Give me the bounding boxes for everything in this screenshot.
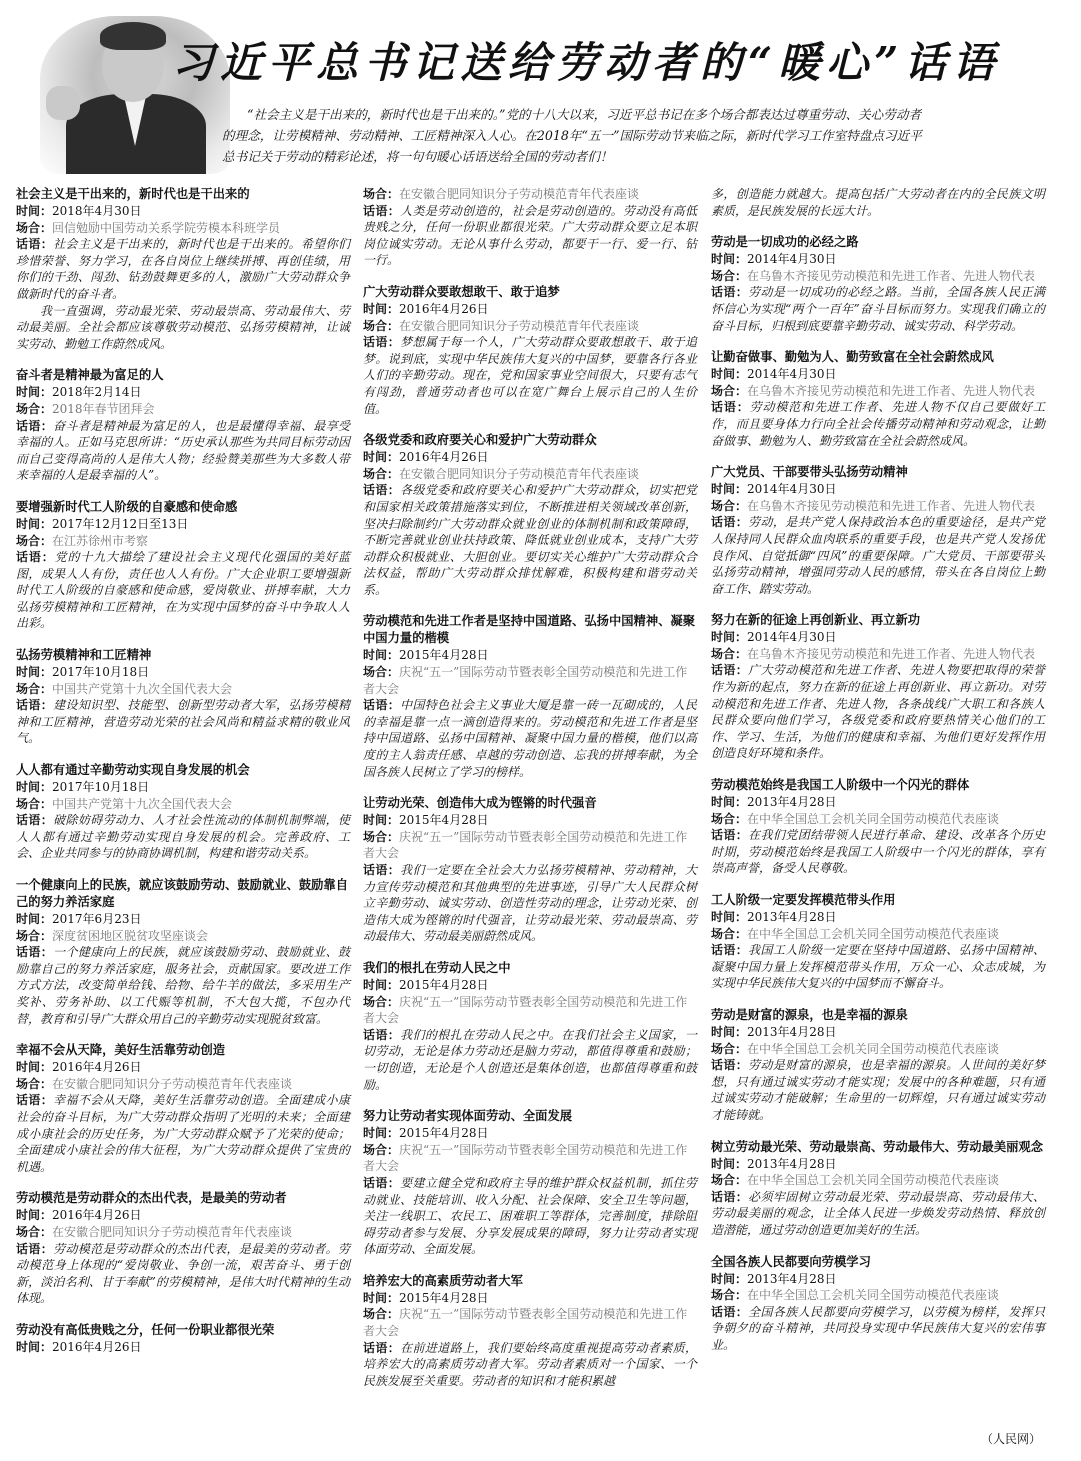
quote-label: 话语： [711,285,749,300]
article-venue [16,401,350,418]
article-quote [363,862,697,945]
time-label: 时间： [711,910,748,924]
quote-label: 话语： [16,1241,54,1256]
time-label: 时间： [16,516,53,531]
article-venue [363,186,697,203]
article-item [363,186,697,269]
article-title: 幸福不会从天降，美好生活靠劳动创造 [16,1043,226,1058]
article-time [711,366,1045,383]
venue-value: 在安徽合肥同知识分子劳动模范青年代表座谈 [399,466,640,481]
article-time [16,1339,350,1356]
quote-label: 话语： [16,813,54,828]
quote-text: 劳动是财富的源泉，也是幸福的源泉。人世间的美好梦想，只有通过诚实劳动才能实现；发展中的各种难题，只有通过诚实劳动才能破解；生命里的一切辉煌，只有通过诚实劳动才能铸就。 [711,1058,1045,1122]
article-item [363,795,697,945]
article-title: 全国各族人民都要向劳模学习 [711,1254,871,1269]
article-title: 要增强新时代工人阶级的自豪感和使命感 [16,499,238,514]
time-value: 2017年12月12日至13日 [52,516,189,531]
quote-text: 全国各族人民都要向劳模学习，以劳模为榜样，发挥只争朝夕的奋斗精神，共同投身实现中华民族伟大复兴的宏伟事业。 [711,1304,1045,1352]
article-item [16,762,350,862]
article-venue [711,268,1045,285]
article-venue [16,220,350,237]
venue-value: 庆祝“五一”国际劳动节暨表彰全国劳动模范和先进工作者大会 [363,994,688,1026]
venue-value: 在江苏徐州市考察 [52,533,149,548]
time-label: 时间： [363,1126,400,1141]
article-item [711,1007,1045,1124]
quote-label: 话语： [363,1340,401,1355]
time-value: 2017年10月18日 [52,665,150,680]
quote-label: 话语： [711,515,749,530]
venue-label: 场合： [711,1288,748,1303]
article-quote [363,1027,697,1093]
article-venue [711,811,1045,828]
quote-label: 话语： [16,550,55,565]
time-value: 2016年4月26日 [52,1060,142,1075]
quote-text: 劳动是一切成功的必经之路。当前，全国各族人民正满怀信心为实现“两个一百年”奋斗目标而努力。实现我们确立的奋斗目标，归根到底要靠辛勤劳动、诚实劳动、科学劳动。 [711,285,1045,333]
time-label: 时间： [363,1290,400,1305]
quote-label: 话语： [363,1175,401,1190]
article-quote [711,284,1045,334]
time-label: 时间： [711,482,748,497]
article-item [16,367,350,484]
article-title: 努力让劳动者实现体面劳动、全面发展 [363,1109,573,1124]
time-label: 时间： [363,450,400,465]
venue-label: 场合： [711,811,748,826]
venue-value: 在乌鲁木齐接见劳动模范和先进工作者、先进人物代表 [747,498,1036,513]
article-title: 弘扬劳模精神和工匠精神 [16,648,152,663]
page-title: 习近平总书记送给劳动者的“暖心”话语 [172,38,1001,87]
venue-label: 场合： [363,1142,400,1157]
article-quote [711,662,1045,762]
article-title: 广大劳动群众要敢想敢干、敢于追梦 [363,284,560,299]
article-quote [16,1241,350,1307]
article-venue [363,664,697,697]
venue-value: 在中华全国总工会机关同全国劳动模范代表座谈 [747,811,1000,826]
quote-text: 劳动模范是劳动群众的杰出代表，是最美的劳动者。劳动模范身上体现的“爱岗敬业、争创一流，艰苦奋斗、勇于创新，淡泊名利、甘于奉献”的劳模精神，是伟大时代精神的生动体现。 [16,1241,350,1306]
article-quote [363,334,697,417]
time-label: 时间： [16,385,53,400]
time-value: 2015年4月28日 [399,648,489,663]
time-value: 2016年4月26日 [399,301,489,316]
venue-value: 庆祝“五一”国际劳动节暨表彰全国劳动模范和先进工作者大会 [363,829,688,861]
time-value: 2018年4月30日 [52,204,142,218]
venue-value: 在乌鲁木齐接见劳动模范和先进工作者、先进人物代表 [747,646,1036,661]
quote-label: 话语： [363,335,401,350]
time-value: 2014年4月30日 [747,252,837,267]
quote-text: 劳动模范和先进工作者、先进人物不仅自己要做好工作，而且要身体力行向全社会传播劳动精神和劳动观念，让勤奋做事、勤勉为人、勤劳致富在全社会蔚然成风。 [711,400,1045,448]
article-item [711,892,1045,992]
article-time [363,1290,697,1307]
column-2 [363,186,697,1404]
article-item [16,877,350,1027]
quote-text: 我们的根扎在劳动人民之中。在我们社会主义国家，一切劳动，无论是体力劳动还是脑力劳动，都值得尊重和鼓励；一切创造，无论是个人创造还是集体创造，也都值得尊重和鼓励。 [363,1027,697,1092]
quote-label: 话语： [363,863,401,877]
quote-text: 一个健康向上的民族，就应该鼓励劳动、鼓励就业、鼓励靠自己的努力养活家庭，服务社会，贡献国家。要改进工作方式方法，改变简单给钱、给物、给牛羊的做法，多采用生产奖补、劳务补助、以工代赈等机制，不大包大揽，不包办代替，教育和引导广大群众用自己的辛勤劳动实现脱贫致富。 [16,945,350,1026]
quote-label: 话语： [16,698,54,713]
article-venue [16,796,350,813]
article-time [16,1059,350,1076]
article-quote [711,514,1045,597]
article-time [711,1156,1045,1173]
quote-label: 话语： [711,943,749,958]
article-quote [16,697,350,747]
article-item [363,284,697,417]
time-label: 时间： [16,1339,53,1354]
time-label: 时间： [363,648,400,663]
article-time [363,812,697,829]
time-value: 2018年2月14日 [52,385,142,400]
article-title: 劳动模范始终是我国工人阶级中一个闪光的群体 [711,778,970,793]
venue-value: 庆祝“五一”国际劳动节暨表彰全国劳动模范和先进工作者大会 [363,1142,688,1174]
article-quote [16,549,350,632]
article-time [363,301,697,318]
time-label: 时间： [711,795,748,810]
article-quote [711,399,1045,449]
article-title: 劳动是一切成功的必经之路 [711,235,859,250]
article-title: 劳动没有高低贵贱之分，任何一份职业都很光荣 [16,1322,275,1337]
venue-label: 场合： [16,401,53,416]
article-item [711,1139,1045,1239]
article-venue [363,994,697,1027]
article-venue [363,1306,697,1339]
time-value: 2015年4月28日 [399,813,489,828]
time-value: 2016年4月26日 [52,1339,142,1354]
venue-label: 场合： [711,498,748,513]
venue-label: 场合： [711,1041,748,1056]
quote-text: 多，创造能力就越大。提高包括广大劳动者在内的全民族文明素质，是民族发展的长远大计。 [711,187,1045,218]
time-value: 2015年4月28日 [399,977,489,992]
venue-value: 在中华全国总工会机关同全国劳动模范代表座谈 [747,1173,1000,1188]
quote-text: 我国工人阶级一定要在坚持中国道路、弘扬中国精神、凝聚中国力量上发挥模范带头作用，万众一心、众志成城，为实现中华民族伟大复兴的中国梦而不懈奋斗。 [711,943,1045,991]
article-title: 社会主义是干出来的，新时代也是干出来的 [16,187,250,201]
time-label: 时间： [16,1060,53,1075]
quote-label: 话语： [363,483,401,498]
venue-value: 2018年春节团拜会 [52,401,155,416]
article-time [16,911,350,928]
time-label: 时间： [711,1156,748,1171]
venue-value: 中国共产党第十九次全国代表大会 [52,681,233,696]
article-venue [711,1287,1045,1304]
article-title: 培养宏大的高素质劳动者大军 [363,1273,523,1288]
article-venue [363,829,697,862]
article-item [363,960,697,1093]
page-header [0,0,1081,180]
time-label: 时间： [363,813,400,828]
quote-label: 话语： [711,1058,749,1073]
article-venue [711,383,1045,400]
article-title: 奋斗者是精神最为富足的人 [16,368,164,383]
article-venue [16,1076,350,1093]
article-quote [16,236,350,352]
quote-text: 我们一定要在全社会大力弘扬劳模精神、劳动精神，大力宣传劳动模范和其他典型的先进事迹，引导广大人民群众树立辛勤劳动、诚实劳动、创造性劳动的理念，让劳动光荣、创造伟大成为铿锵的时代强音，让劳动最光荣、劳动最崇高、劳动最伟大、劳动最美丽蔚然成风。 [363,863,697,944]
quote-text: 党的十九大描绘了建设社会主义现代化强国的美好蓝图，成果人人有份，责任也人人有份。广大企业职工要增强新时代工人阶级的自豪感和使命感，爱岗敬业、拼搏奉献，大力弘扬劳模精神和工匠精神，在为实现中国梦的奋斗中争取人人出彩。 [16,550,350,631]
quote-label: 话语： [711,1304,749,1319]
time-value: 2015年4月28日 [399,1126,489,1141]
quote-text: 劳动，是共产党人保持政治本色的重要途径，是共产党人保持同人民群众血肉联系的重要手段，也是共产党人发扬优良作风、自觉抵御“四风”的重要保障。广大党员、干部要带头弘扬劳动精神，增强同劳动人民的感情，带头在各自岗位上勤奋工作、踏实劳动。 [711,515,1045,596]
quote-label: 话语： [16,1093,54,1108]
article-venue [363,1142,697,1175]
article-quote [363,697,697,780]
article-item [363,613,697,780]
quote-label: 话语： [16,418,54,433]
article-time [16,516,350,533]
quote-label: 话语： [363,698,401,713]
venue-value: 在安徽合肥同知识分子劳动模范青年代表座谈 [399,187,640,201]
article-venue [711,1041,1045,1058]
time-label: 时间： [16,1208,53,1223]
article-quote [711,827,1045,877]
venue-label: 场合： [363,1307,400,1322]
article-time [16,664,350,681]
venue-label: 场合： [711,268,748,283]
article-time [363,449,697,466]
article-quote [363,482,697,598]
article-title: 广大党员、干部要带头弘扬劳动精神 [711,465,908,480]
article-quote [16,812,350,862]
venue-value: 在乌鲁木齐接见劳动模范和先进工作者、先进人物代表 [747,268,1036,283]
article-time [711,1024,1045,1041]
venue-label: 场合： [16,533,53,548]
venue-label: 场合： [363,665,400,680]
time-value: 2013年4月28日 [747,795,837,810]
venue-value: 回信勉励中国劳动关系学院劳模本科班学员 [52,220,281,235]
venue-label: 场合： [16,1224,53,1239]
source-credit: （人民网） [980,1432,1041,1446]
quote-text: 建设知识型、技能型、创新型劳动者大军，弘扬劳模精神和工匠精神，营造劳动光荣的社会风尚和精益求精的敬业风气。 [16,698,350,746]
article-item [16,1322,350,1356]
quote-text: 各级党委和政府要关心和爱护广大劳动群众，切实把党和国家相关政策措施落实到位，不断推进相关领域改革创新，坚决扫除制约广大劳动群众就业创业的体制机制和政策障碍，不断完善就业创业扶持政策、降低就业创业成本，支持广大劳动群众积极就业、大胆创业。要切实关心维护广大劳动群众合法权益，帮助广大劳动群众排忧解难，积极构建和谐劳动关系。 [363,483,697,597]
time-label: 时间： [16,912,53,926]
article-time [363,647,697,664]
article-time [711,629,1045,646]
article-item [363,1108,697,1258]
venue-value: 庆祝“五一”国际劳动节暨表彰全国劳动模范和先进工作者大会 [363,1307,688,1339]
article-venue [16,533,350,550]
venue-label: 场合： [711,1173,748,1188]
article-time [363,1125,697,1142]
article-time [16,779,350,796]
quote-text: 奋斗者是精神最为富足的人，也是最懂得幸福、最享受幸福的人。正如马克思所讲：“历史承认那些为共同目标劳动因而自己变得高尚的人是伟大人物；经验赞美那些为大多数人带来幸福的人是最幸福的人”。 [16,418,350,483]
quote-text: 在我们党团结带领人民进行革命、建设、改革各个历史时期，劳动模范始终是我国工人阶级中一个闪光的群体，享有崇高声誉，备受人民尊敬。 [711,828,1045,876]
article-item [16,1042,350,1175]
article-title: 劳动是财富的源泉，也是幸福的源泉 [711,1007,908,1022]
article-time [711,481,1045,498]
article-title: 人人都有通过辛勤劳动实现自身发展的机会 [16,763,250,778]
time-value: 2017年6月23日 [52,912,142,926]
time-value: 2014年4月30日 [747,630,837,645]
time-value: 2013年4月28日 [747,1156,837,1171]
quote-text: 幸福不会从天降，美好生活靠劳动创造。全面建成小康社会的奋斗目标，为广大劳动群众指明了光明的未来；全面建成小康社会的历史任务，为广大劳动群众赋予了光荣的使命；全面建成小康社会的伟大征程，为广大劳动群众提供了宝贵的机遇。 [16,1093,350,1174]
venue-label: 场合： [711,383,748,398]
article-quote [363,203,697,269]
article-item [711,349,1045,449]
article-title: 劳动模范是劳动群众的杰出代表，是最美的劳动者 [16,1191,287,1206]
time-label: 时间： [16,204,53,218]
article-quote [363,1340,697,1390]
article-item [711,1254,1045,1354]
quote-text: 梦想属于每一个人，广大劳动群众要敢想敢干、敢于追梦。说到底，实现中华民族伟大复兴的中国梦，要靠各行各业人们的辛勤劳动。现在，党和国家事业空间很大，只要有志气有闯劲，普通劳动者也可以在宽广舞台上展示自己的人生价值。 [363,335,697,416]
article-time [711,251,1045,268]
time-value: 2016年4月26日 [52,1208,142,1223]
time-value: 2016年4月26日 [399,450,489,465]
quote-label: 话语： [711,1189,749,1204]
venue-value: 在安徽合肥同知识分子劳动模范青年代表座谈 [399,318,640,333]
article-title: 各级党委和政府要关心和爱护广大劳动群众 [363,433,597,448]
time-value: 2015年4月28日 [399,1290,489,1305]
article-title: 我们的根扎在劳动人民之中 [363,960,511,975]
article-quote [363,1175,697,1258]
time-label: 时间： [711,367,748,382]
article-venue [711,1172,1045,1189]
venue-label: 场合： [16,928,53,943]
time-value: 2014年4月30日 [747,482,837,497]
time-label: 时间： [711,1271,748,1286]
article-quote [16,944,350,1027]
time-label: 时间： [363,977,400,992]
time-value: 2017年10月18日 [52,780,150,795]
venue-label: 场合： [16,1076,53,1091]
article-quote [711,1189,1045,1239]
time-value: 2013年4月28日 [747,910,837,924]
quote-extra: 我一直强调，劳动最光荣、劳动最崇高、劳动最伟大、劳动最美丽。全社会都应该尊敬劳动模范、弘扬劳模精神，让诚实劳动、勤勉工作蔚然成风。 [16,303,350,351]
article-item [363,1273,697,1390]
time-label: 时间： [711,630,748,645]
article-time [16,203,350,220]
venue-value: 在乌鲁木齐接见劳动模范和先进工作者、先进人物代表 [747,383,1036,398]
article-title: 让勤奋做事、勤勉为人、勤劳致富在全社会蔚然成风 [711,350,994,365]
article-title: 劳动模范和先进工作者是坚持中国道路、弘扬中国精神、凝聚中国力量的楷模 [363,614,696,646]
column-1 [16,186,350,1370]
article-venue [16,681,350,698]
venue-value: 中国共产党第十九次全国代表大会 [52,796,233,811]
article-venue [711,646,1045,663]
time-value: 2013年4月28日 [747,1271,837,1286]
quote-label: 话语： [16,237,54,252]
article-item [711,612,1045,762]
venue-label: 场合： [363,318,400,333]
quote-text: 必须牢固树立劳动最光荣、劳动最崇高、劳动最伟大、劳动最美丽的观念，让全体人民进一步焕发劳动热情、释放创造潜能，通过劳动创造更加美好的生活。 [711,1189,1045,1237]
quote-text: 中国特色社会主义事业大厦是靠一砖一瓦砌成的，人民的幸福是靠一点一滴创造得来的。劳动模范和先进工作者是坚持中国道路、弘扬中国精神、凝聚中国力量的楷模，他们以高度的主人翁责任感、卓越的劳动创造、忘我的拼搏奉献，为全国各族人民树立了学习的榜样。 [363,698,697,779]
quote-text: 广大劳动模范和先进工作者、先进人物要把取得的荣誉作为新的起点，努力在新的征途上再创新业、再立新功。对劳动模范和先进工作者、先进人物，各条战线广大职工和各族人民群众要向他们学习，各级党委和政府要热情关心他们的工作、学习、生活，为他们的健康和幸福、为他们更好发挥作用创造良好环境和条件。 [711,663,1045,761]
quote-label: 话语： [711,663,749,678]
quote-label: 话语： [363,1027,401,1042]
article-quote [711,942,1045,992]
quote-text: 人类是劳动创造的，社会是劳动创造的。劳动没有高低贵贱之分，任何一份职业都很光荣。广大劳动群众要立足本职岗位诚实劳动。无论从事什么劳动，都要干一行、爱一行、钻一行。 [363,203,697,268]
venue-label: 场合： [363,994,400,1009]
venue-value: 在中华全国总工会机关同全国劳动模范代表座谈 [747,1288,1000,1303]
time-label: 时间： [711,252,748,267]
time-label: 时间： [16,665,53,680]
time-value: 2013年4月28日 [747,1024,837,1039]
article-item [16,499,350,632]
venue-label: 场合： [16,681,53,696]
article-time [711,794,1045,811]
venue-label: 场合： [16,220,53,235]
time-label: 时间： [16,780,53,795]
time-value: 2014年4月30日 [747,367,837,382]
intro-paragraph: “社会主义是干出来的，新时代也是干出来的。”党的十八大以来，习近平总书记在多个场合都表达过尊重劳动、关心劳动者的理念，让劳模精神、劳动精神、工匠精神深入人心。在2018年“五一”国际劳动节来临之际，新时代学习工作室特盘点习近平总书记关于劳动的精彩论述，将一句句暖心话语送给全国的劳动者们！ [222,107,922,164]
venue-label: 场合： [711,646,748,661]
article-time [363,977,697,994]
time-label: 时间： [363,301,400,316]
article-item [16,186,350,352]
article-title: 一个健康向上的民族，就应该鼓励劳动、鼓励就业、鼓励靠自己的努力养活家庭 [16,878,349,909]
venue-value: 在中华全国总工会机关同全国劳动模范代表座谈 [747,1041,1000,1056]
venue-label: 场合： [363,829,400,844]
venue-value: 在安徽合肥同知识分子劳动模范青年代表座谈 [52,1076,293,1091]
quote-label: 话语： [711,828,749,843]
quote-text: 社会主义是干出来的，新时代也是干出来的。希望你们珍惜荣誉、努力学习，在各自岗位上继续拼搏、再创佳绩，用你们的干劲、闯劲、钻劲鼓舞更多的人，激励广大劳动群众争做新时代的奋斗者。 [16,237,350,301]
quote-label: 话语： [16,945,54,960]
article-item [363,432,697,598]
column-3 [711,186,1045,1368]
venue-label: 场合： [363,466,400,481]
article-quote [711,186,1045,219]
venue-label: 场合： [363,187,400,201]
venue-label: 场合： [16,796,53,811]
time-label: 时间： [711,1024,748,1039]
article-venue [711,498,1045,515]
article-quote [711,1057,1045,1123]
article-time [16,384,350,401]
article-item [711,464,1045,597]
article-item [711,234,1045,334]
article-title: 让劳动光荣、创造伟大成为铿锵的时代强音 [363,796,597,811]
quote-text: 破除妨碍劳动力、人才社会性流动的体制机制弊端，使人人都有通过辛勤劳动实现自身发展的机会。完善政府、工会、企业共同参与的协商协调机制，构建和谐劳动关系。 [16,813,350,861]
article-quote [16,418,350,484]
article-item [711,777,1045,877]
article-quote [16,1092,350,1175]
venue-value: 庆祝“五一”国际劳动节暨表彰全国劳动模范和先进工作者大会 [363,665,688,696]
article-venue [363,318,697,335]
article-item [16,1190,350,1307]
venue-value: 在中华全国总工会机关同全国劳动模范代表座谈 [747,926,1000,941]
quote-label: 话语： [363,203,401,218]
venue-label: 场合： [711,926,748,941]
article-item [711,186,1045,219]
article-time [711,1271,1045,1288]
article-quote [711,1304,1045,1354]
article-title: 树立劳动最光荣、劳动最崇高、劳动最伟大、劳动最美丽观念 [711,1139,1044,1154]
article-time [711,909,1045,926]
venue-value: 在安徽合肥同知识分子劳动模范青年代表座谈 [52,1224,293,1239]
article-title: 工人阶级一定要发挥模范带头作用 [711,893,896,907]
article-title: 努力在新的征途上再创新业、再立新功 [711,613,921,628]
article-venue [711,926,1045,943]
quote-label: 话语： [711,400,750,415]
quote-text: 在前进道路上，我们要始终高度重视提高劳动者素质，培养宏大的高素质劳动者大军。劳动者素质对一个国家、一个民族发展至关重要。劳动者的知识和才能积累越 [363,1340,697,1388]
venue-value: 深度贫困地区脱贫攻坚座谈会 [52,928,209,943]
article-venue [363,466,697,483]
quote-text: 要建立健全党和政府主导的维护群众权益机制，抓住劳动就业、技能培训、收入分配、社会保障、安全卫生等问题，关注一线职工、农民工、困难职工等群体，完善制度，排除阻碍劳动者参与发展、分享发展成果的障碍，努力让劳动者实现体面劳动、全面发展。 [363,1175,697,1257]
article-venue [16,1224,350,1241]
article-time [16,1207,350,1224]
article-venue [16,928,350,945]
article-item [16,647,350,747]
